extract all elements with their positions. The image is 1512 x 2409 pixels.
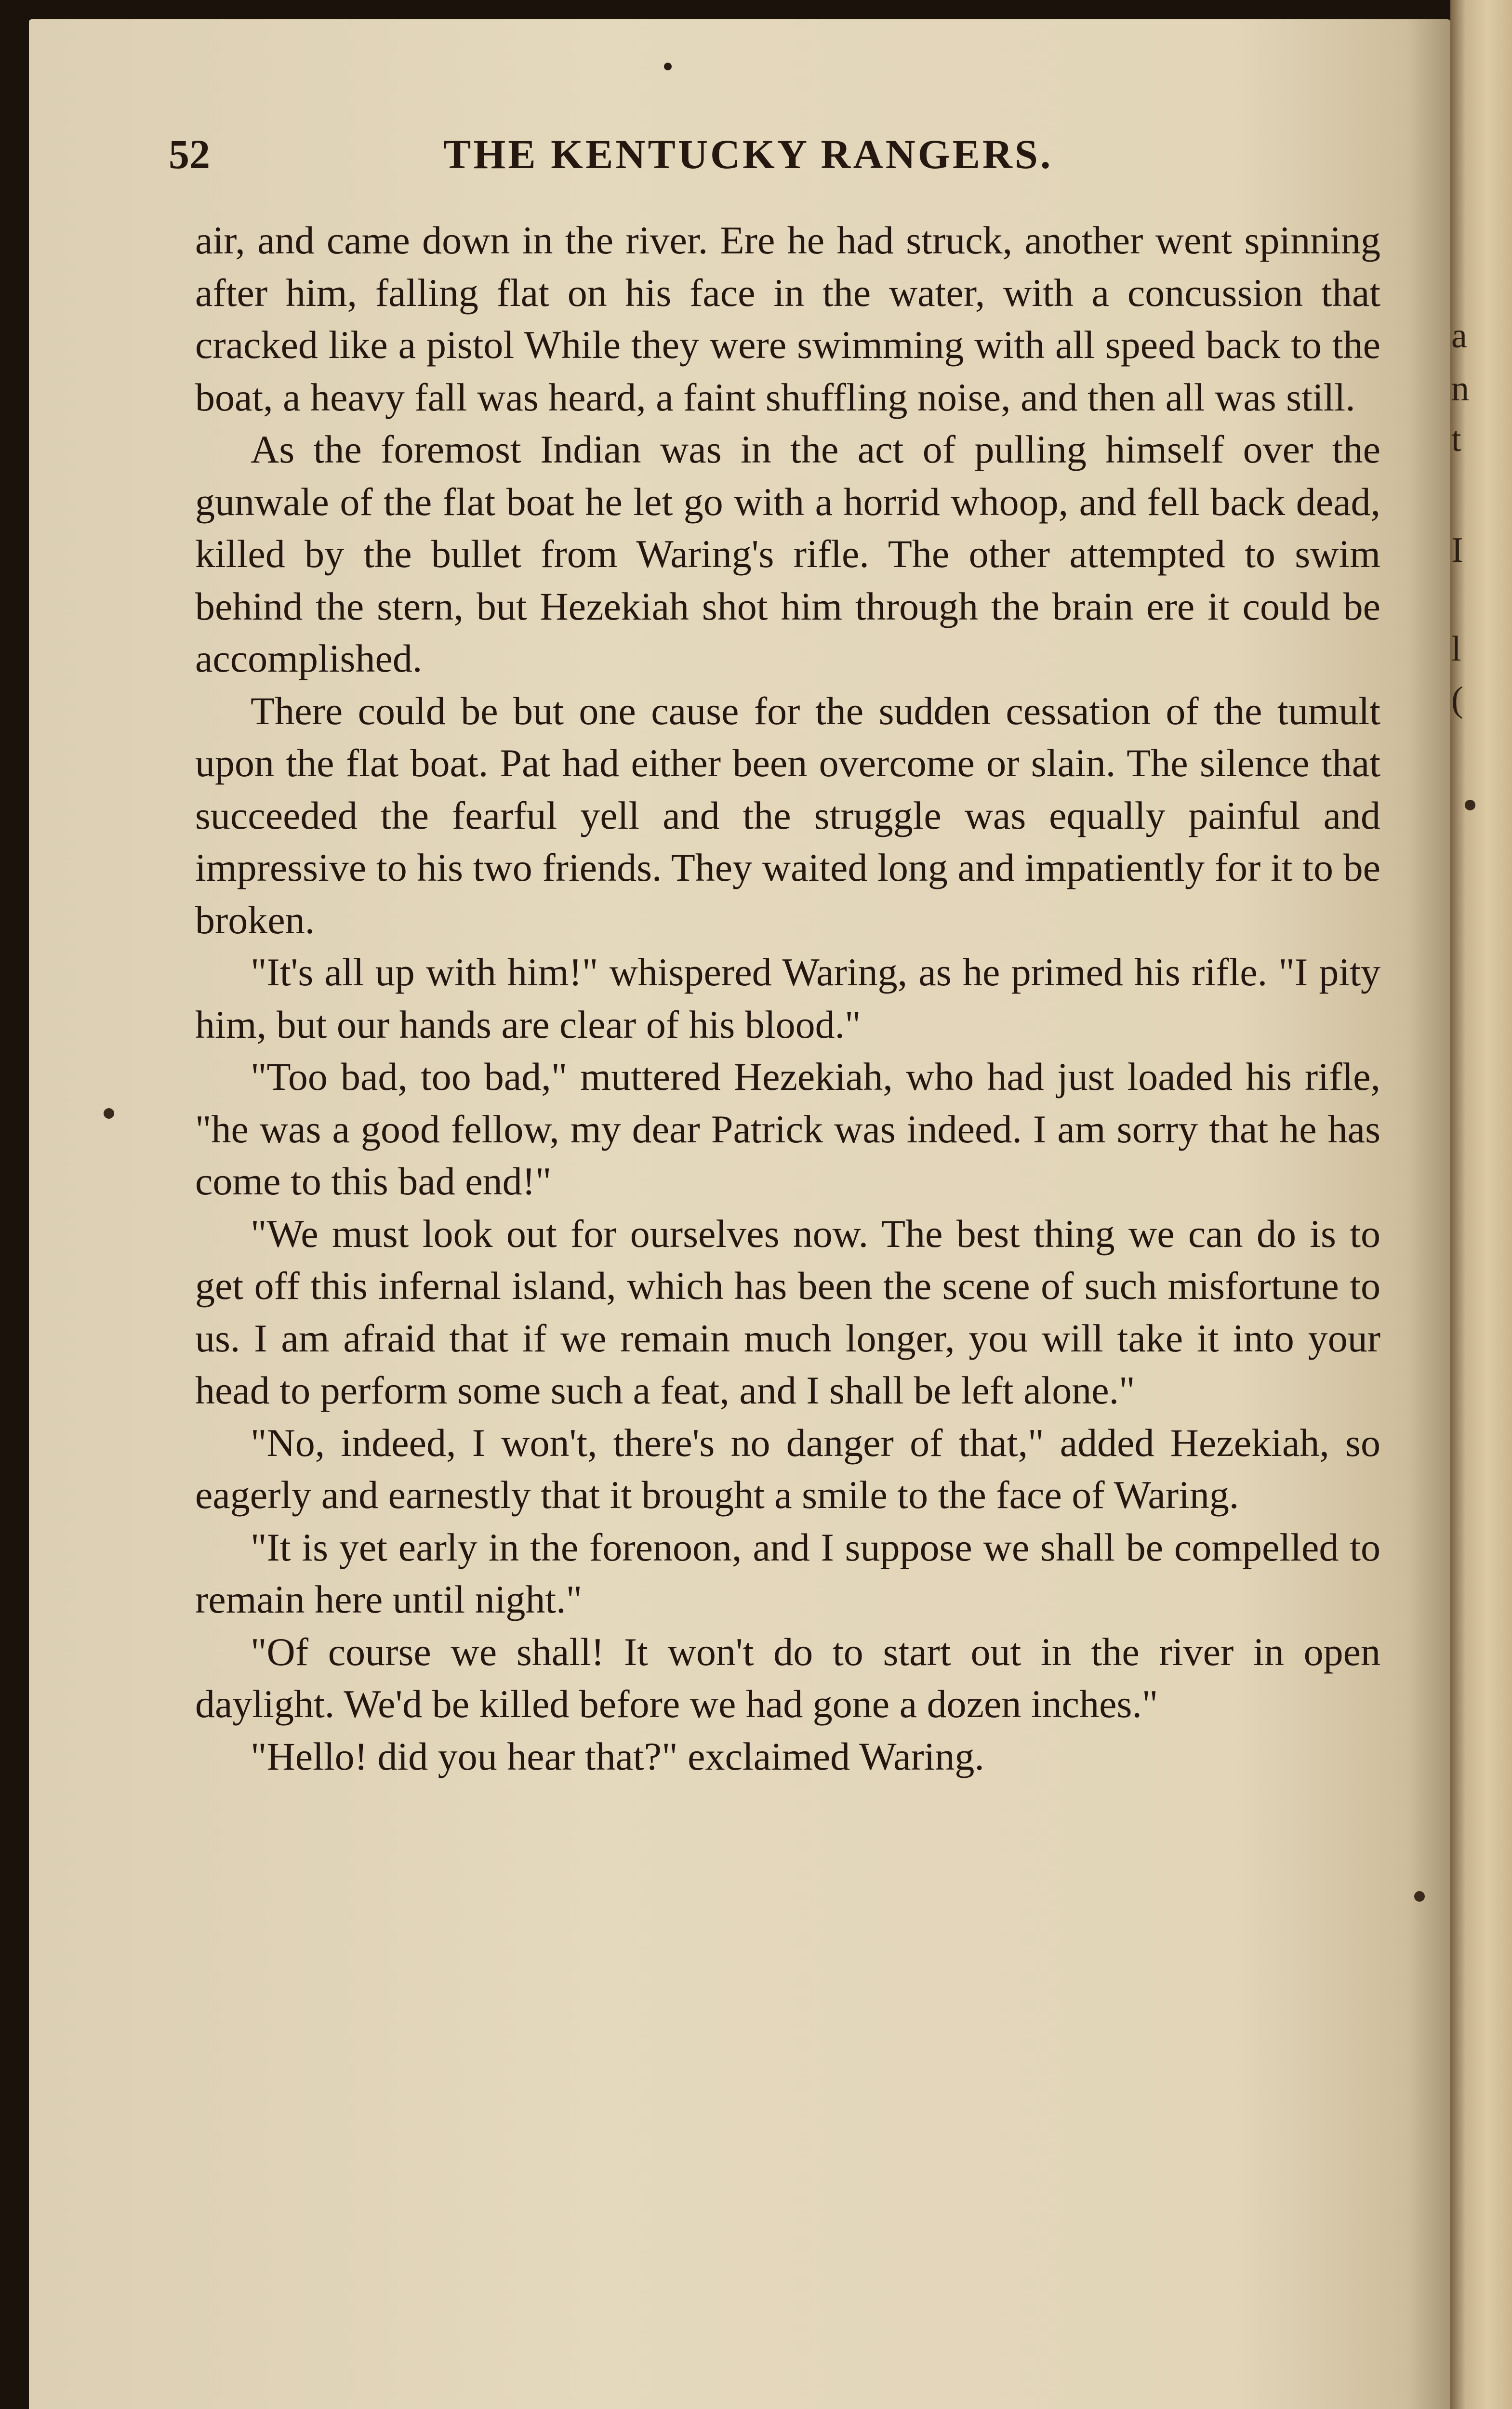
- page-number: 52: [169, 131, 210, 177]
- paragraph: air, and came down in the river. Ere he had struck, another went spinning after him, falling flat on his face in the water, with a concussion that cracked like a pistol While they were swimming with all speed back to the boat, a heavy fall was heard, a faint shuffling noise, and then all was still.: [195, 218, 1380, 419]
- print-speck: [1465, 800, 1475, 810]
- adjacent-page-letter: l: [1451, 629, 1461, 669]
- running-head: THE KENTUCKY RANGERS.: [443, 131, 1053, 177]
- paragraph: "Hello! did you hear that?" exclaimed Waring.: [251, 1734, 984, 1778]
- paragraph: There could be but one cause for the sudden cessation of the tumult upon the flat boat. Pat had either been overcome or slain. The silence that succeeded the fearful yell and the struggle was equally painful and impressive to his two friends. They waited long and impatiently for it to be broken.: [195, 688, 1380, 942]
- adjacent-page-letter: t: [1451, 420, 1461, 459]
- adjacent-page-edge: [1450, 0, 1512, 2409]
- body-text: [195, 214, 1380, 1783]
- paragraph: "It is yet early in the forenoon, and I suppose we shall be compelled to remain here until night.": [195, 1525, 1380, 1621]
- adjacent-page-letter: (: [1451, 680, 1463, 719]
- paragraph: "It's all up with him!" whispered Waring, as he primed his rifle. "I pity him, but our hands are clear of his blood.": [195, 950, 1380, 1046]
- paragraph: "We must look out for ourselves now. The best thing we can do is to get off this infernal island, which has been the scene of such misfortune to us. I am afraid that if we remain much longer, you will take it into your head to perform some such a feat, and I shall be left alone.": [195, 1211, 1380, 1412]
- print-speck: [104, 1108, 114, 1119]
- print-speck: [664, 63, 672, 70]
- page-header: [0, 130, 1512, 188]
- print-speck: [1414, 1891, 1425, 1902]
- paragraph: As the foremost Indian was in the act of pulling himself over the gunwale of the flat boat he let go with a horrid whoop, and fell back dead, killed by the bullet from Waring's rifle. The other attempted to swim behind the stern, but Hezekiah shot him through the brain ere it could be accomplished.: [195, 427, 1380, 680]
- paragraph: "Of course we shall! It won't do to start out in the river in open daylight. We'd be killed before we had gone a dozen inches.": [195, 1629, 1380, 1726]
- paragraph: "Too bad, too bad," muttered Hezekiah, who had just loaded his rifle, "he was a good fellow, my dear Patrick was indeed. I am sorry that he has come to this bad end!": [195, 1055, 1380, 1203]
- adjacent-page-letter: a: [1451, 316, 1467, 356]
- paragraph: "No, indeed, I won't, there's no danger of that," added Hezekiah, so eagerly and earnestly that it brought a smile to the face of Waring.: [195, 1420, 1380, 1517]
- adjacent-page-letter: I: [1451, 530, 1463, 570]
- adjacent-page-letter: n: [1451, 369, 1469, 409]
